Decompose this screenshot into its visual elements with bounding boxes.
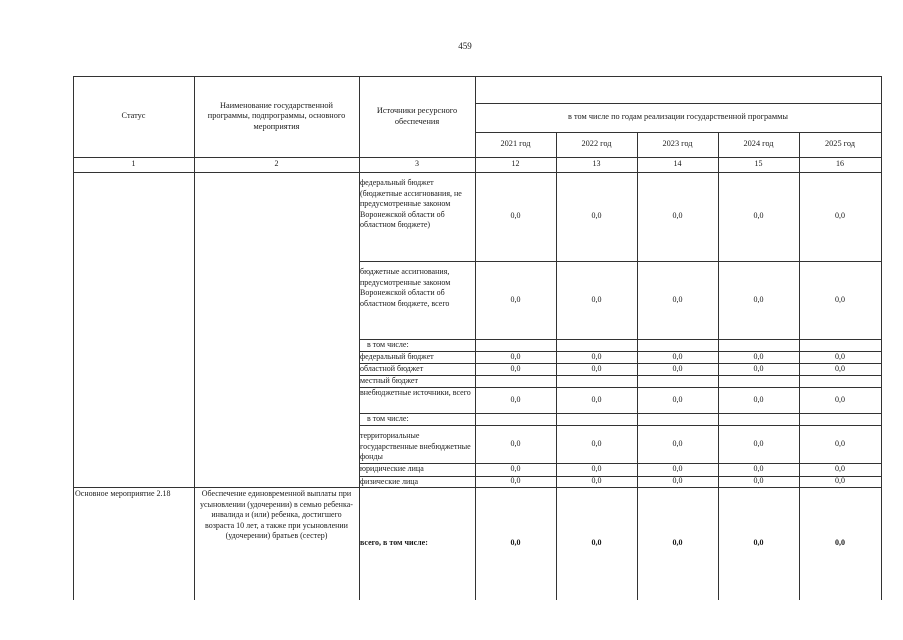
value-cell: 0,0 bbox=[510, 476, 521, 486]
value-cell: 0,0 bbox=[591, 394, 602, 404]
value-cell: 0,0 bbox=[510, 394, 521, 404]
column-number: 14 bbox=[673, 159, 682, 169]
value-cell: 0,0 bbox=[672, 351, 683, 361]
column-number: 3 bbox=[415, 159, 419, 169]
value-cell: 0,0 bbox=[753, 294, 764, 304]
column-line bbox=[194, 76, 195, 600]
header-sources: Источники ресурсного обеспечения bbox=[376, 106, 458, 126]
value-cell: 0,0 bbox=[753, 363, 764, 373]
header-year: 2025 год bbox=[825, 139, 855, 149]
header-year: 2022 год bbox=[581, 139, 612, 149]
source-label: федеральный бюджет bbox=[360, 352, 434, 361]
value-cell: 0,0 bbox=[753, 211, 764, 221]
header-year: 2023 год bbox=[662, 139, 693, 149]
source-label: федеральный бюджет (бюджетные ассигнования, не предусмотренные законом Воронежской области об областном бюджете) bbox=[360, 178, 462, 229]
activity-name: Обеспечение единовременной выплаты при усыновлении (удочерении) в семью ребенка-инвалида и (или) ребенка, достигшего возраста 10 лет, а также при усыновлении (удочерении) братьев (сестер) bbox=[200, 489, 353, 540]
value-cell: 0,0 bbox=[835, 464, 845, 474]
source-label: внебюджетные источники, всего bbox=[360, 388, 471, 397]
value-cell: 0,0 bbox=[672, 363, 683, 373]
value-cell: 0,0 bbox=[835, 476, 845, 486]
activity-value-cell: 0,0 bbox=[591, 538, 602, 548]
value-cell: 0,0 bbox=[672, 211, 683, 221]
header-name: Наименование государственной программы, подпрограммы, основного мероприятия bbox=[207, 100, 346, 131]
value-cell: 0,0 bbox=[591, 476, 602, 486]
value-cell: 0,0 bbox=[753, 438, 764, 448]
value-cell: 0,0 bbox=[510, 363, 521, 373]
source-label: физические лица bbox=[360, 477, 419, 486]
header-year: 2021 год bbox=[500, 139, 531, 149]
value-cell: 0,0 bbox=[672, 394, 683, 404]
value-cell: 0,0 bbox=[835, 294, 845, 304]
value-cell: 0,0 bbox=[591, 351, 602, 361]
value-cell: 0,0 bbox=[510, 351, 521, 361]
value-cell: 0,0 bbox=[672, 294, 683, 304]
value-cell: 0,0 bbox=[835, 351, 845, 361]
value-cell: 0,0 bbox=[591, 438, 602, 448]
header-status: Статус bbox=[121, 111, 146, 121]
activity-value-cell: 0,0 bbox=[753, 538, 764, 548]
value-cell: 0,0 bbox=[591, 294, 602, 304]
value-cell: 0,0 bbox=[591, 211, 602, 221]
value-cell: 0,0 bbox=[753, 351, 764, 361]
value-cell: 0,0 bbox=[672, 476, 683, 486]
source-label: местный бюджет bbox=[360, 376, 418, 385]
value-cell: 0,0 bbox=[591, 363, 602, 373]
value-cell: 0,0 bbox=[753, 464, 764, 474]
header-years-group: в том числе по годам реализации государственной программы bbox=[568, 112, 788, 122]
column-number: 12 bbox=[511, 159, 520, 169]
source-label: в том числе: bbox=[367, 340, 409, 349]
page-number: 459 bbox=[458, 41, 472, 51]
header-year: 2024 год bbox=[743, 139, 774, 149]
value-cell: 0,0 bbox=[835, 211, 845, 221]
value-cell: 0,0 bbox=[510, 464, 521, 474]
value-cell: 0,0 bbox=[753, 394, 764, 404]
source-label: бюджетные ассигнования, предусмотренные законом Воронежской области об областном бюджете, всего bbox=[360, 267, 451, 308]
value-cell: 0,0 bbox=[835, 394, 845, 404]
value-cell: 0,0 bbox=[835, 438, 845, 448]
value-cell: 0,0 bbox=[672, 438, 683, 448]
value-cell: 0,0 bbox=[591, 464, 602, 474]
column-number: 1 bbox=[131, 159, 136, 169]
activity-status: Основное мероприятие 2.18 bbox=[75, 489, 171, 498]
source-label: областной бюджет bbox=[360, 364, 424, 373]
activity-value-cell: 0,0 bbox=[672, 538, 683, 548]
activity-value-cell: 0,0 bbox=[510, 538, 521, 548]
column-number: 13 bbox=[592, 159, 601, 169]
value-cell: 0,0 bbox=[510, 211, 521, 221]
value-cell: 0,0 bbox=[672, 464, 683, 474]
value-cell: 0,0 bbox=[510, 294, 521, 304]
column-line bbox=[881, 76, 882, 600]
source-label: в том числе: bbox=[367, 414, 409, 423]
column-number: 2 bbox=[274, 159, 279, 169]
column-number: 16 bbox=[836, 159, 844, 169]
activity-value-cell: 0,0 bbox=[835, 538, 845, 548]
source-label: территориальные государственные внебюджетные фонды bbox=[360, 431, 471, 461]
value-cell: 0,0 bbox=[753, 476, 764, 486]
column-number: 15 bbox=[754, 159, 763, 169]
activity-source: всего, в том числе: bbox=[360, 538, 428, 548]
value-cell: 0,0 bbox=[835, 363, 845, 373]
value-cell: 0,0 bbox=[510, 438, 521, 448]
source-label: юридические лица bbox=[360, 464, 424, 473]
